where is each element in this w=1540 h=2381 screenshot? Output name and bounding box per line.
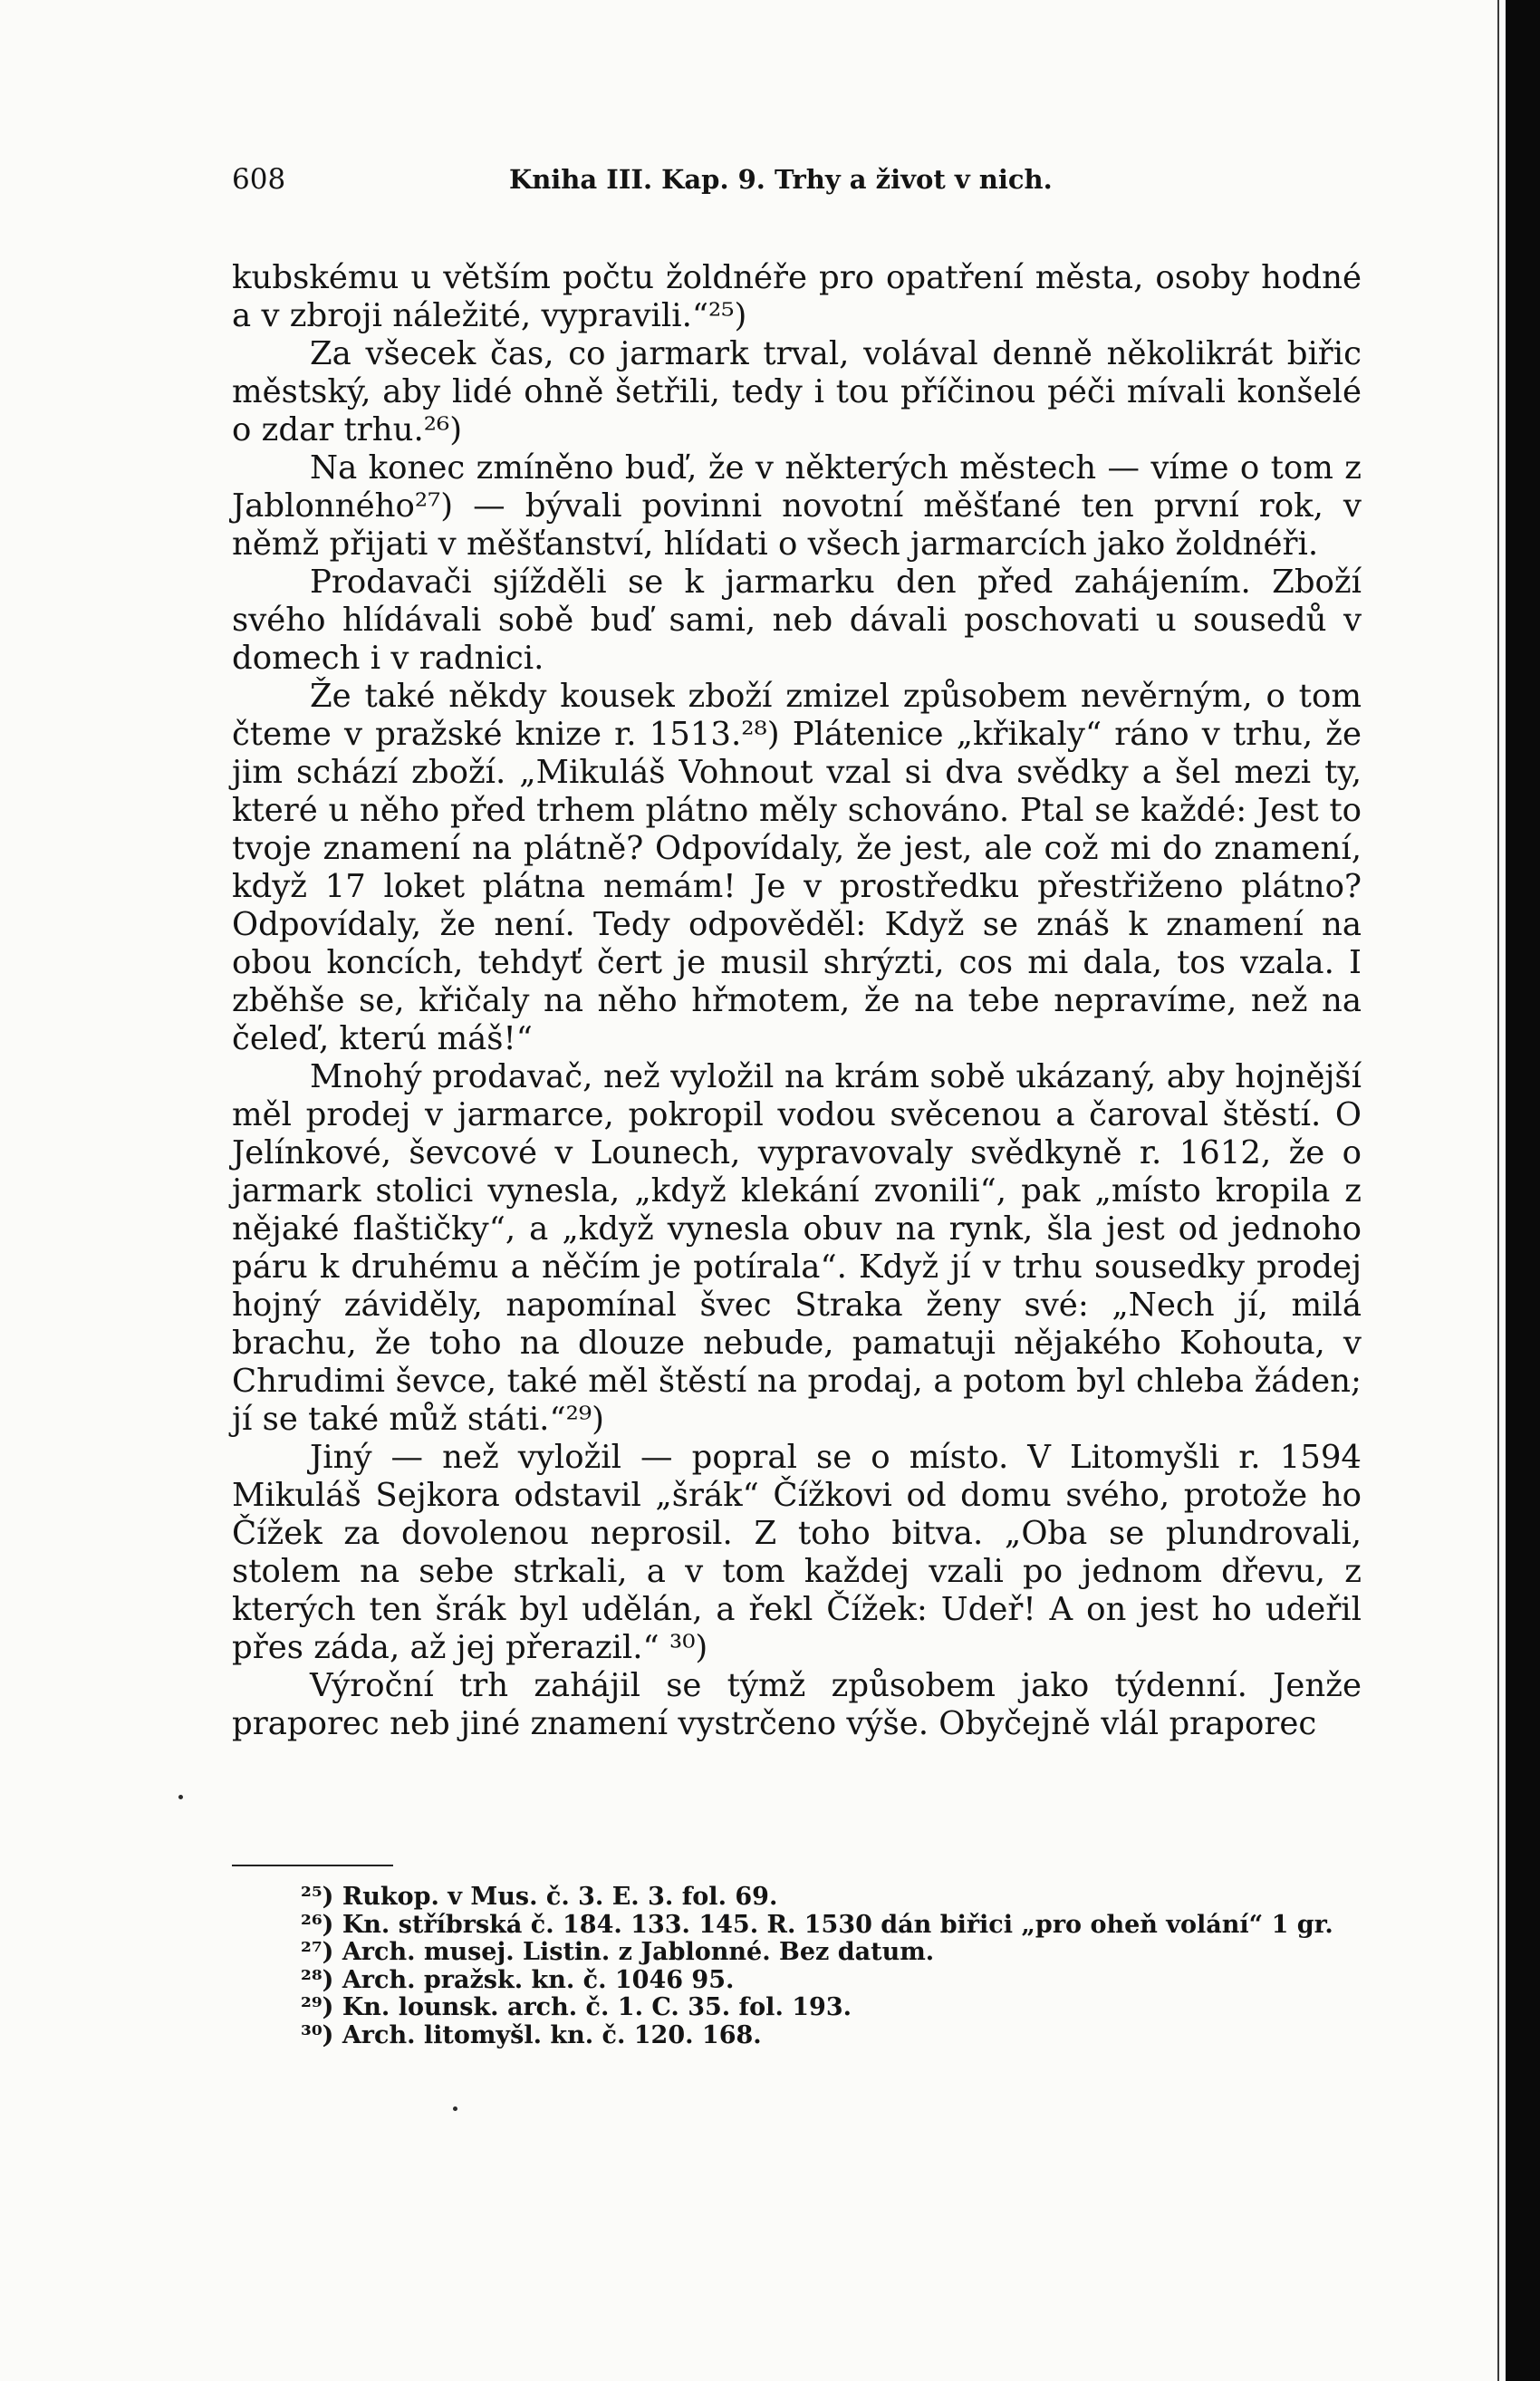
paragraph: Mnohý prodavač, než vyložil na krám sobě ukázaný, aby hojnější měl prodej v jarmarce, pokropil vodou svěcenou a čaroval štěstí. O Jelínkové, ševcové v Lounech, vypravovaly svědkyně r. 1612, že o jarmark stolici vynesla, „když klekání zvonili“, pak „místo kropila z nějaké flaštičky“, a „když vynesla obuv na rynk, šla jest od jednoho páru k druhému a něčím je potírala“. Když jí v trhu sousedky prodej hojný záviděly, napomínal švec Straka ženy své: „Nech jí, milá brachu, že toho na dlouze nebude, pamatuji nějakého Kohouta, v Chrudimi ševce, také měl štěstí na prodaj, a potom byl chleba žáden; jí se také můž státi.“²⁹) (232, 1058, 1362, 1438)
paragraph: Za všecek čas, co jarmark trval, volával denně několikrát biřic městský, aby lidé ohně šetřili, tedy i tou příčinou péči mívali konšelé o zdar trhu.²⁶) (232, 335, 1362, 448)
paragraph: Prodavači sjížděli se k jarmarku den před zahájením. Zboží svého hlídávali sobě buď sami, neb dávali poschovati u sousedů v domech i v radnici. (232, 564, 1362, 677)
footnote: ³⁰) Arch. litomyšl. kn. č. 120. 168. (301, 2020, 762, 2049)
margin-speck (178, 1795, 183, 1799)
scan-border (1506, 0, 1540, 2381)
paragraph: kubskému u větším počtu žoldnéře pro opatření města, osoby hodné a v zbroji náležité, vypravili.“²⁵) (232, 259, 1362, 334)
footnote: ²⁸) Arch. pražsk. kn. č. 1046 95. (301, 1965, 735, 1994)
scan-edge-line (1497, 0, 1499, 2381)
paragraph: Že také někdy kousek zboží zmizel způsobem nevěrným, o tom čteme v pražské knize r. 1513.²⁸) Plátenice „křikaly“ ráno v trhu, že jim schází zboží. „Mikuláš Vohnout vzal si dva svědky a šel mezi ty, které u něho před trhem plátno měly schováno. Ptal se každé: Jest to tvoje znamení na plátně? Odpovídaly, že jest, ale což mi do znamení, když 17 loket plátna nemám! Je v prostředku přestřiženo plátno? Odpovídaly, že není. Tedy odpověděl: Když se znáš k znamení na obou koncích, tehdyť čert je musil shrýzti, cos mi dala, tos vzala. I zběhše se, křičaly na něho hřmotem, že na tebe nepravíme, než na čeleď, kterú máš!“ (232, 678, 1362, 1057)
body-text (232, 259, 1362, 1743)
footnote: ²⁵) Rukop. v Mus. č. 3. E. 3. fol. 69. (301, 1883, 778, 1911)
footnote: ²⁷) Arch. musej. Listin. z Jablonné. Bez datum. (301, 1938, 935, 1966)
footnotes (301, 1884, 1365, 2049)
footnote-divider (232, 1865, 393, 1866)
margin-speck (453, 2106, 457, 2111)
page-number: 608 (232, 163, 286, 196)
running-head: Kniha III. Kap. 9. Trhy a život v nich. (509, 164, 1053, 195)
footnote: ²⁹) Kn. lounsk. arch. č. 1. C. 35. fol. 193. (301, 1993, 852, 2021)
paragraph: Výroční trh zahájil se týmž způsobem jako týdenní. Jenže praporec neb jiné znamení vystrčeno výše. Obyčejně vlál praporec (232, 1667, 1362, 1742)
paragraph: Jiný — než vyložil — popral se o místo. V Litomyšli r. 1594 Mikuláš Sejkora odstavil „šrák“ Čížkovi od domu svého, protože ho Čížek za dovolenou neprosil. Z toho bitva. „Oba se plundrovali, stolem na sebe strkali, a v tom každej vzali po jednom dřevu, z kterých ten šrák byl udělán, a řekl Čížek: Udeř! A on jest ho udeřil přes záda, až jej přerazil.“ ³⁰) (232, 1439, 1362, 1666)
footnote: ²⁶) Kn. stříbrská č. 184. 133. 145. R. 1530 dán biřici „pro oheň volání“ 1 gr. (301, 1910, 1333, 1939)
paragraph: Na konec zmíněno buď, že v některých městech — víme o tom z Jablonného²⁷) — bývali povinni novotní měšťané ten první rok, v němž přijati v měšťanství, hlídati o všech jarmarcích jako žoldnéři. (232, 449, 1362, 563)
page-header (232, 161, 1364, 198)
